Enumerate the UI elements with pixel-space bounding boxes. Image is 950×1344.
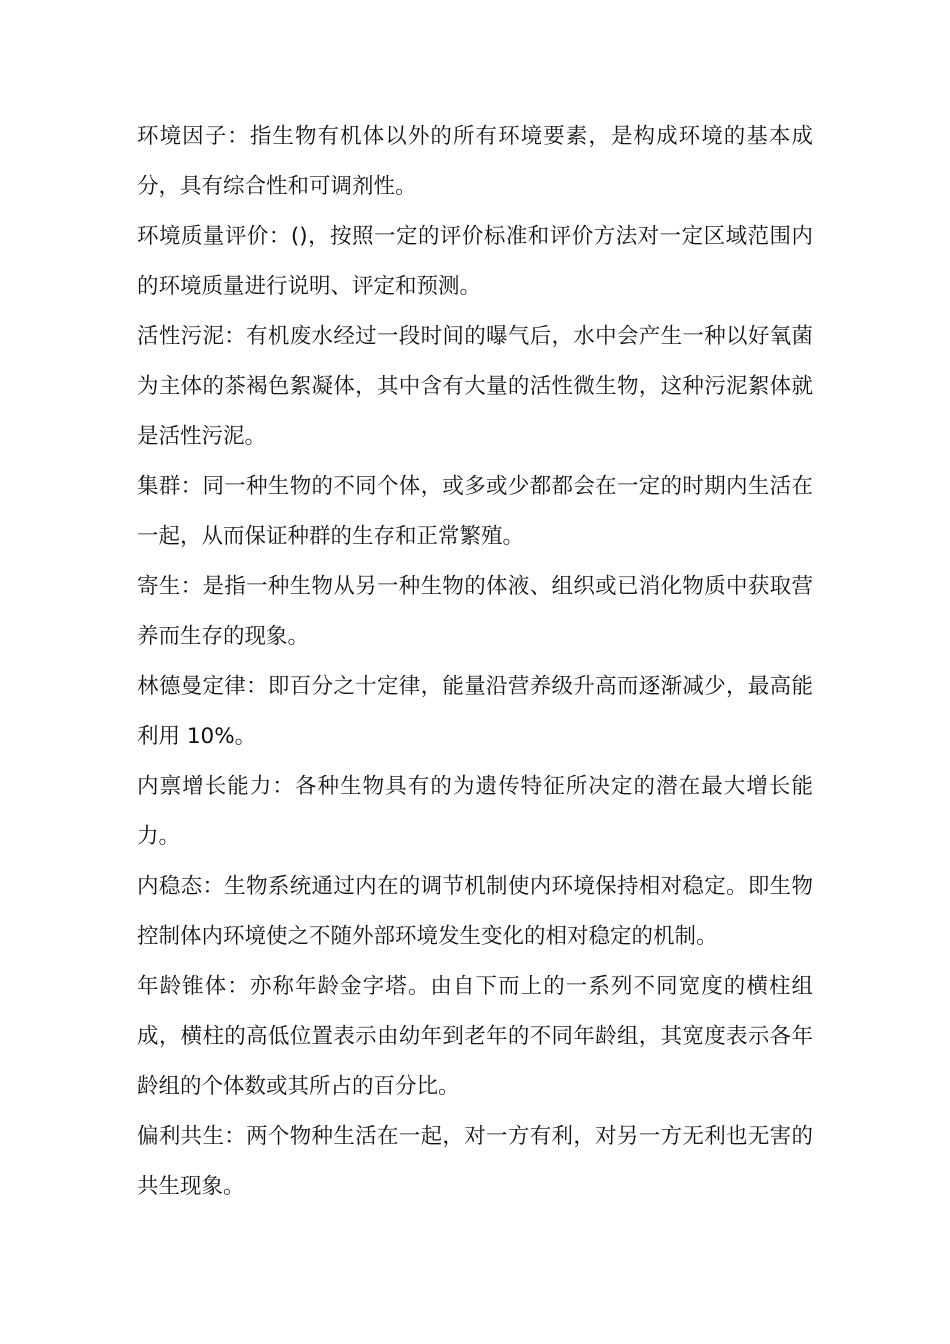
definition-paragraph: 集群：同一种生物的不同个体，或多或少都都会在一定的时期内生活在一起，从而保证种群的生存和正常繁殖。 [137, 474, 813, 549]
definition-paragraph: 活性污泥：有机废水经过一段时间的曝气后，水中会产生一种以好氧菌为主体的茶褐色絮凝体，其中含有大量的活性微生物，这种污泥絮体就是活性污泥。 [137, 324, 813, 449]
definition-paragraph: 林德曼定律：即百分之十定律，能量沿营养级升高而逐渐减少，最高能利用 10%。 [137, 674, 813, 749]
definition-paragraph: 内稳态：生物系统通过内在的调节机制使内环境保持相对稳定。即生物控制体内环境使之不随外部环境发生变化的相对稳定的机制。 [137, 874, 813, 949]
definition-paragraph: 寄生：是指一种生物从另一种生物的体液、组织或已消化物质中获取营养而生存的现象。 [137, 574, 813, 649]
definition-paragraph: 内禀增长能力：各种生物具有的为遗传特征所决定的潜在最大增长能力。 [137, 774, 813, 849]
document-body [137, 112, 813, 1212]
definition-paragraph: 年龄锥体：亦称年龄金字塔。由自下而上的一系列不同宽度的横柱组成，横柱的高低位置表示由幼年到老年的不同年龄组，其宽度表示各年龄组的个体数或其所占的百分比。 [137, 974, 813, 1099]
definition-paragraph: 环境因子：指生物有机体以外的所有环境要素，是构成环境的基本成分，具有综合性和可调剂性。 [137, 124, 813, 199]
definition-paragraph: 偏利共生：两个物种生活在一起，对一方有利，对另一方无利也无害的共生现象。 [137, 1124, 813, 1199]
definition-paragraph: 环境质量评价：()，按照一定的评价标准和评价方法对一定区域范围内的环境质量进行说明、评定和预测。 [137, 224, 813, 299]
